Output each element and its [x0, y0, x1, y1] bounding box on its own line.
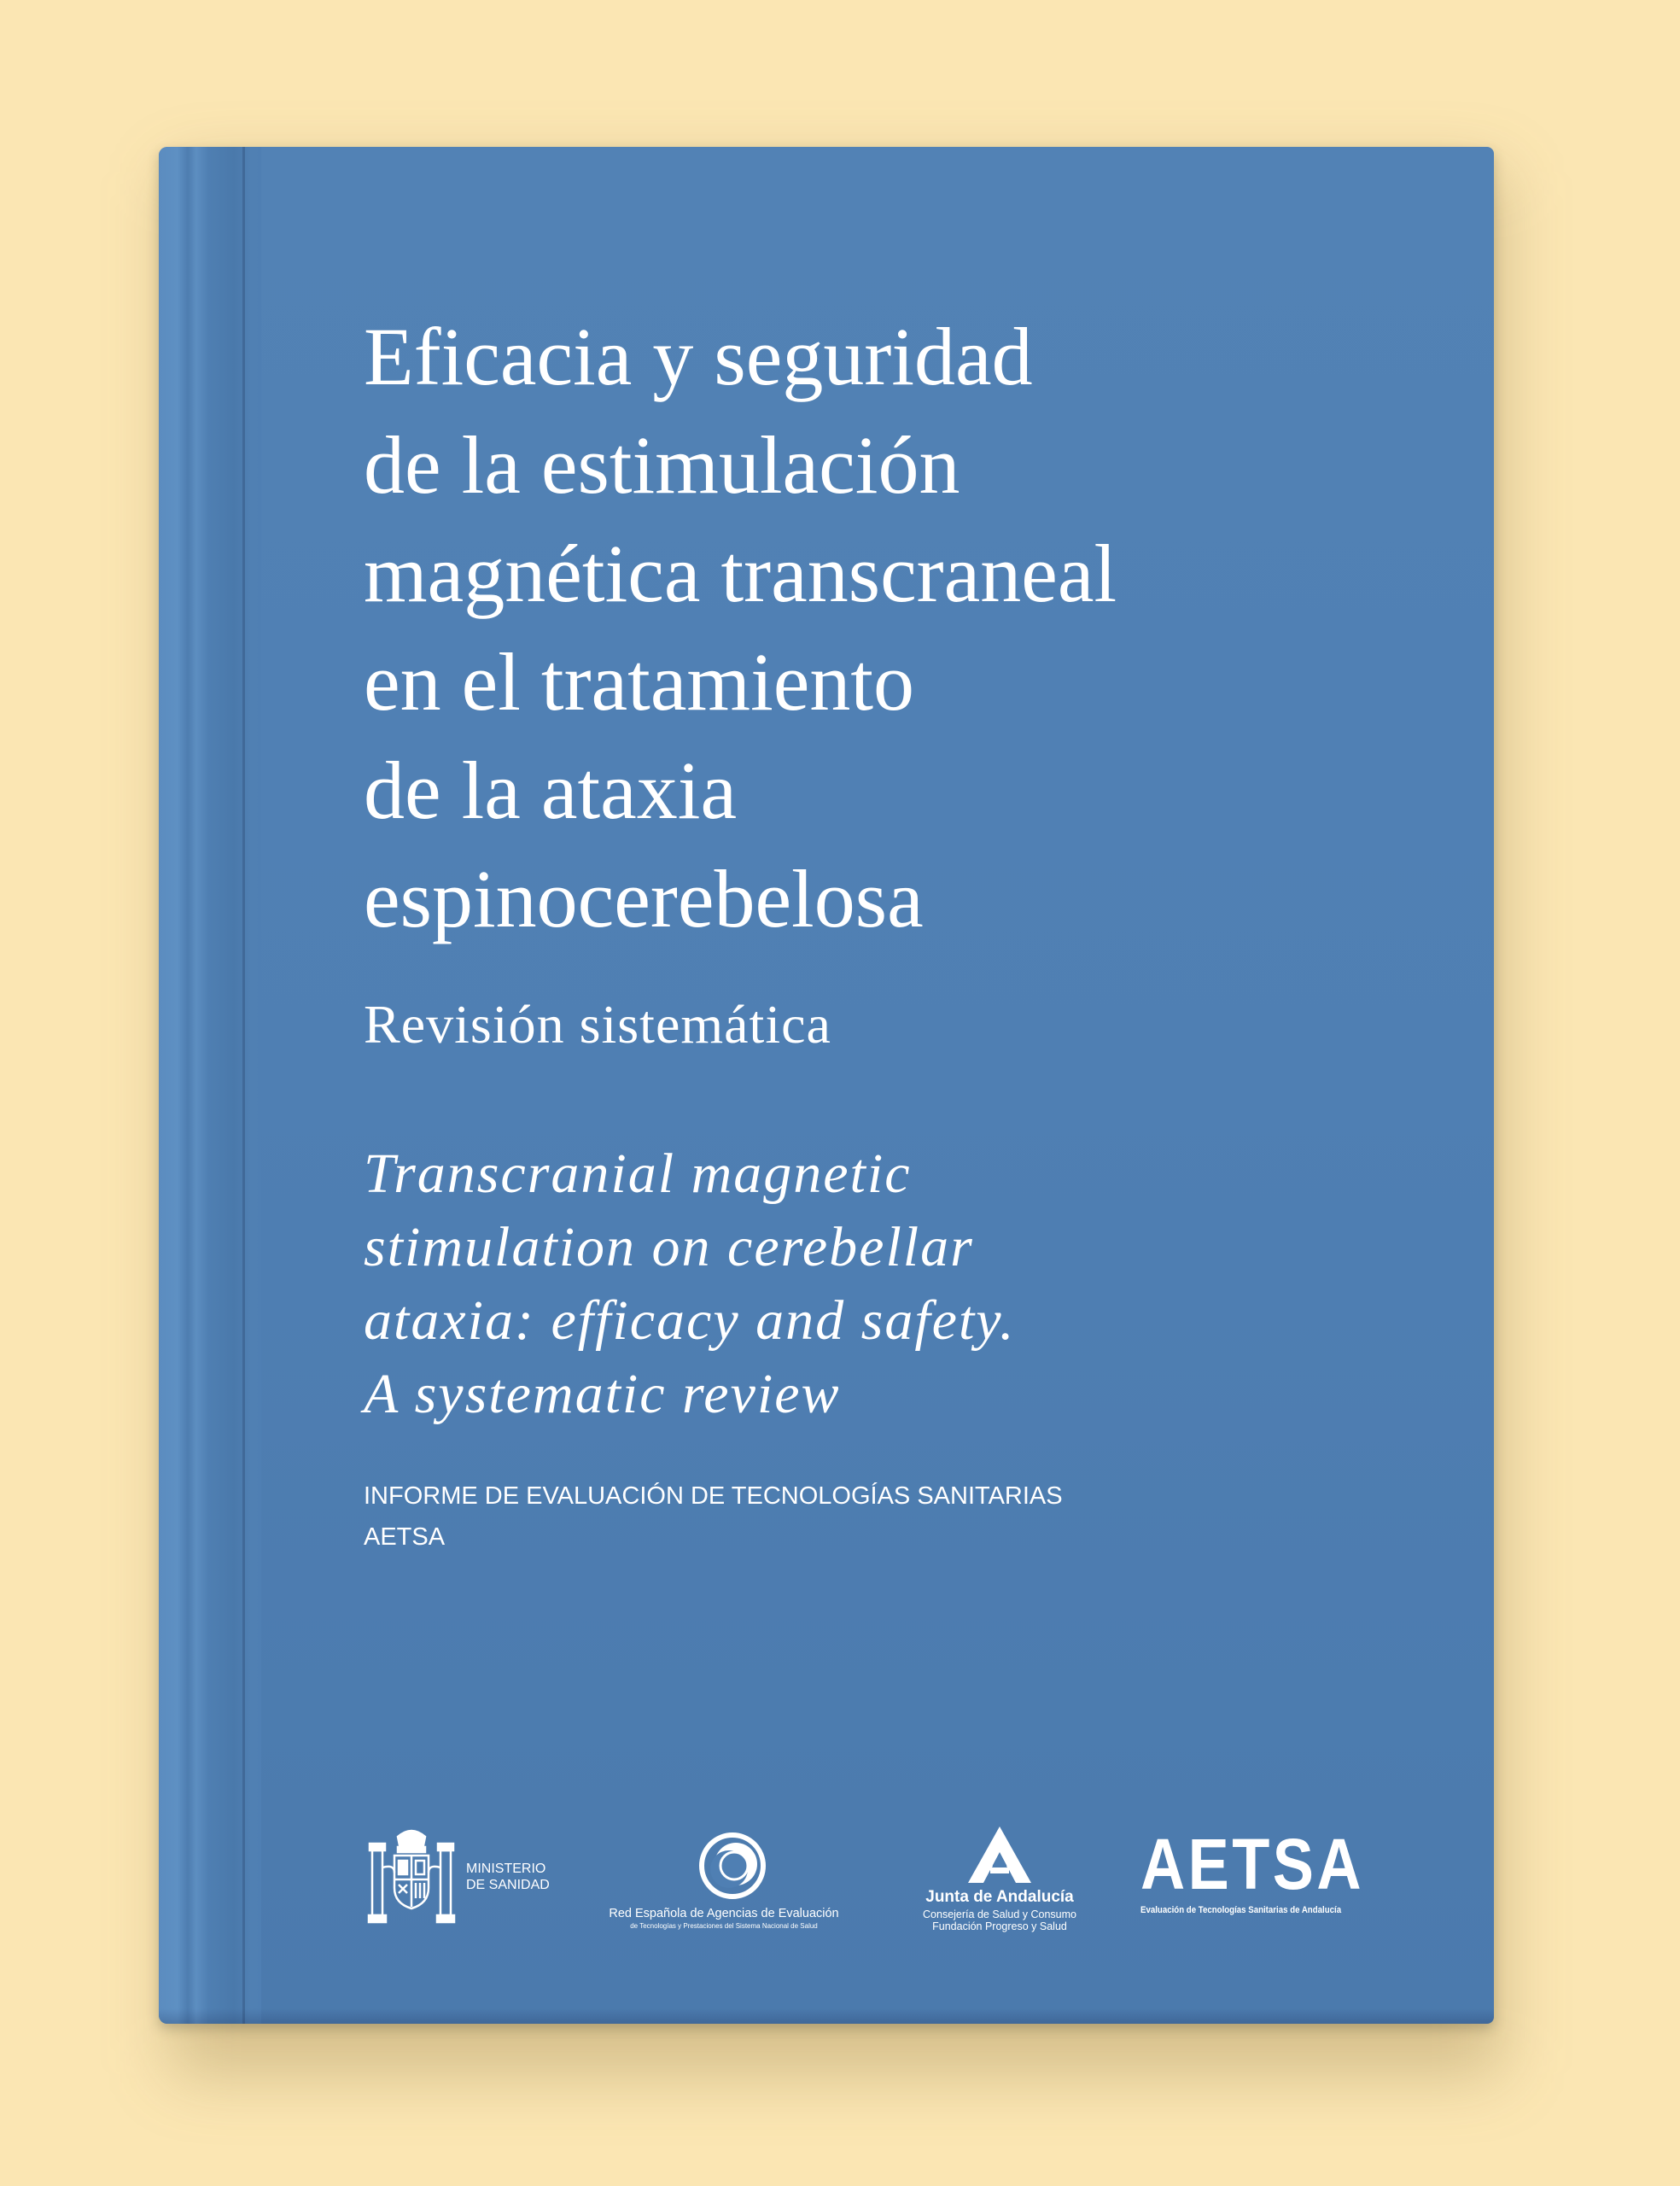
publisher-logos [364, 1825, 1473, 1961]
spine-hinge [242, 147, 245, 2024]
book-subtitle: Revisión sistemática [364, 994, 831, 1055]
ministerio-text: MINISTERIO DE SANIDAD [466, 1862, 550, 1892]
report-info [364, 1476, 1063, 1558]
aetsa-wordmark: AETSA [1140, 1824, 1365, 1904]
red-agencias-subtitle: de Tecnologías y Prestaciones del Sistema Nacional de Salud [630, 1922, 818, 1930]
junta-andalucia-logo [901, 1825, 1098, 1944]
junta-name: Junta de Andalucía [925, 1888, 1074, 1906]
red-agencias-name: Red Española de Agencias de Evaluación [609, 1907, 839, 1920]
coat-of-arms-icon [364, 1825, 459, 1926]
ministerio-logo [364, 1825, 577, 1927]
english-title: Transcranial magnetic stimulation on cerebellar ataxia: efficacy and safety. A systematic review [364, 1143, 1016, 1425]
book-spine [159, 147, 261, 2024]
red-agencias-logo [587, 1825, 860, 1944]
junta-subtitle: Consejería de Salud y Consumo Fundación Progreso y Salud [923, 1908, 1076, 1932]
report-agency: AETSA [364, 1523, 446, 1551]
aetsa-logo [1139, 1824, 1365, 1944]
aetsa-subtitle: Evaluación de Tecnologías Sanitarias de Andalucía [1140, 1905, 1342, 1915]
cover-bottom-edge [159, 2008, 1494, 2024]
report-type: INFORME DE EVALUACIÓN DE TECNOLOGÍAS SANITARIAS [364, 1482, 1063, 1510]
book-title: Eficacia y seguridad de la estimulación magnética transcraneal en el tratamiento de la ataxia espinocerebelosa [364, 311, 1117, 944]
circle-emblem-icon [697, 1830, 768, 1902]
junta-a-icon [958, 1825, 1041, 1885]
book-cover [159, 147, 1494, 2024]
